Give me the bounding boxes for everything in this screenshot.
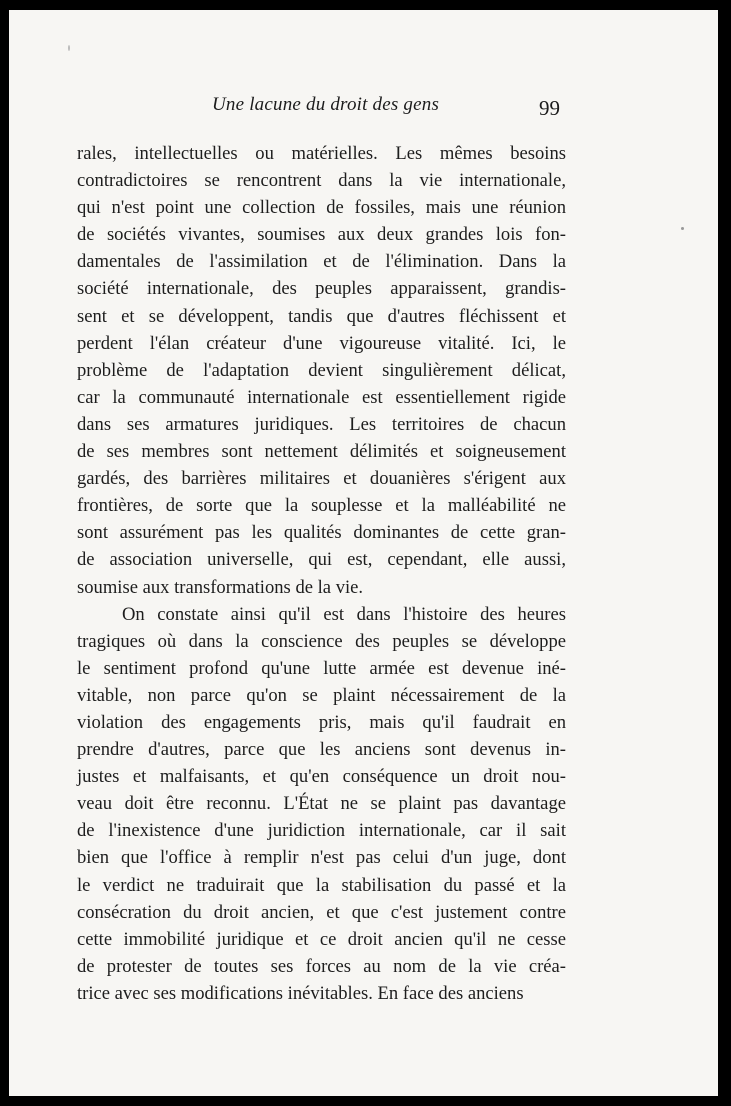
- text-line: violation des engagements pris, mais qu'il faudrait en: [77, 711, 566, 733]
- text-line: de ses membres sont nettement délimités et soigneusement: [77, 441, 566, 463]
- paragraph: [77, 601, 566, 1007]
- page-number: 99: [539, 96, 560, 120]
- text-line: cette immobilité juridique et ce droit ancien qu'il ne cesse: [77, 928, 566, 950]
- text-line: veau doit être reconnu. L'État ne se plaint pas davantage: [77, 793, 566, 815]
- paragraph: [77, 140, 566, 601]
- body-text: [77, 140, 566, 1007]
- text-line: damentales de l'assimilation et de l'élimination. Dans la: [77, 251, 566, 273]
- text-line: contradictoires se rencontrent dans la vie internationale,: [77, 170, 566, 192]
- text-line: de sociétés vivantes, soumises aux deux grandes lois fon-: [77, 224, 566, 246]
- text-line: consécration du droit ancien, et que c'est justement contre: [77, 901, 566, 923]
- text-line: frontières, de sorte que la souplesse et la malléabilité ne: [77, 495, 566, 517]
- text-line: qui n'est point une collection de fossiles, mais une réunion: [77, 197, 566, 219]
- text-line: sent et se développent, tandis que d'autres fléchissent et: [77, 305, 566, 327]
- scan-speck: [68, 45, 70, 51]
- text-line: justes et malfaisants, et qu'en conséquence un droit nou-: [77, 766, 566, 788]
- running-head: [9, 94, 718, 124]
- text-line: sont assurément pas les qualités dominantes de cette gran-: [77, 522, 566, 544]
- text-line: trice avec ses modifications inévitables. En face des anciens: [77, 982, 524, 1004]
- text-line: dans ses armatures juridiques. Les territoires de chacun: [77, 413, 566, 435]
- text-line: tragiques où dans la conscience des peuples se développe: [77, 630, 566, 652]
- text-line: le sentiment profond qu'une lutte armée est devenue iné-: [77, 657, 566, 679]
- text-line: prendre d'autres, parce que les anciens sont devenus in-: [77, 739, 566, 761]
- running-title: Une lacune du droit des gens: [212, 94, 440, 115]
- text-line: problème de l'adaptation devient singulièrement délicat,: [77, 359, 566, 381]
- text-line: société internationale, des peuples apparaissent, grandis-: [77, 278, 566, 300]
- text-line: car la communauté internationale est essentiellement rigide: [77, 386, 566, 408]
- text-line: de association universelle, qui est, cependant, elle aussi,: [77, 549, 566, 571]
- text-line: vitable, non parce qu'on se plaint nécessairement de la: [77, 684, 566, 706]
- text-line: On constate ainsi qu'il est dans l'histoire des heures: [122, 603, 566, 625]
- text-line: soumise aux transformations de la vie.: [77, 576, 364, 598]
- text-line: perdent l'élan créateur d'une vigoureuse vitalité. Ici, le: [77, 332, 566, 354]
- text-line: rales, intellectuelles ou matérielles. Les mêmes besoins: [77, 143, 566, 164]
- book-page: [9, 10, 718, 1096]
- text-line: le verdict ne traduirait que la stabilisation du passé et la: [77, 874, 566, 896]
- text-line: gardés, des barrières militaires et douanières s'érigent aux: [77, 468, 566, 490]
- text-line: de l'inexistence d'une juridiction internationale, car il sait: [77, 820, 566, 842]
- text-line: de protester de toutes ses forces au nom de la vie créa-: [77, 955, 566, 977]
- scan-speck: [681, 227, 684, 230]
- text-line: bien que l'office à remplir n'est pas celui d'un juge, dont: [77, 847, 566, 869]
